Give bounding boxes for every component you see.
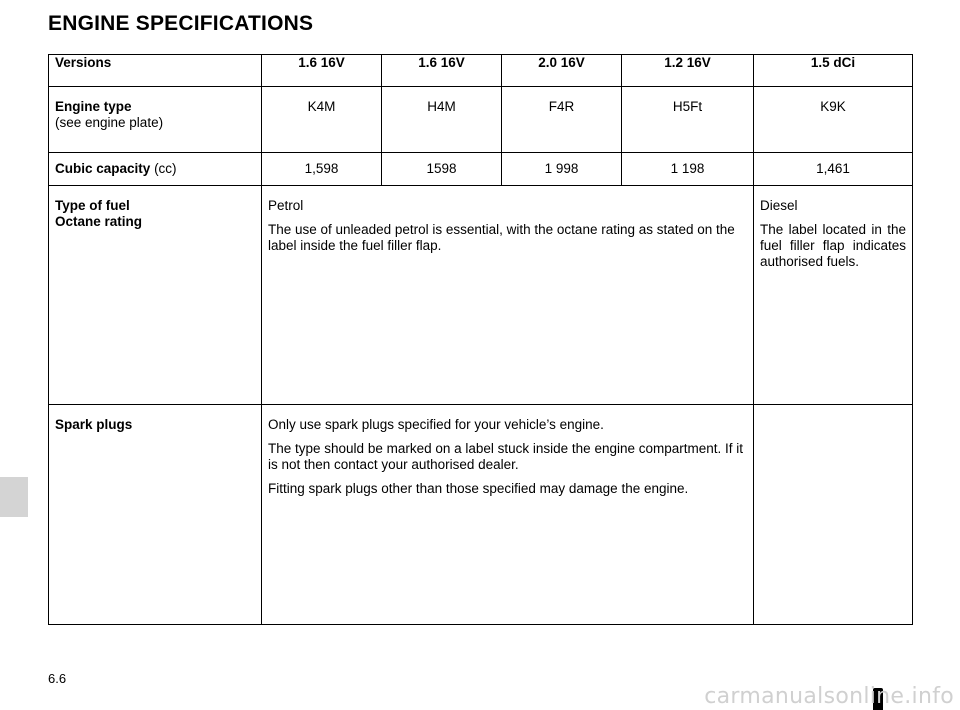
watermark-text: carmanualsonline.info xyxy=(704,684,954,709)
spark-plugs-row xyxy=(49,405,913,625)
cubic-capacity-value-2: 1598 xyxy=(382,153,502,186)
engine-type-sublabel: (see engine plate) xyxy=(55,115,164,130)
diesel-cell xyxy=(754,186,913,405)
page-number: 6.6 xyxy=(48,671,67,686)
versions-label: Versions xyxy=(49,55,262,87)
cubic-capacity-value-4: 1 198 xyxy=(622,153,754,186)
engine-type-value-4: H5Ft xyxy=(622,87,754,153)
engine-type-value-5: K9K xyxy=(754,87,913,153)
petrol-title: Petrol xyxy=(268,198,304,213)
chapter-tab-marker xyxy=(0,477,28,517)
fuel-type-label: Type of fuel xyxy=(55,198,130,213)
petrol-cell xyxy=(262,186,754,405)
engine-specifications-table xyxy=(48,54,913,625)
diesel-text: The label located in the fuel filler flap indicates authorised fuels. xyxy=(760,222,906,269)
cubic-capacity-unit: (cc) xyxy=(154,161,177,176)
spark-plugs-para-2: The type should be marked on a label stuck inside the engine compartment. If it is not then contact your authorised dealer. xyxy=(268,441,744,472)
cubic-capacity-value-3: 1 998 xyxy=(502,153,622,186)
versions-row xyxy=(49,55,913,87)
engine-type-label: Engine type xyxy=(55,99,132,114)
spark-plugs-para-1: Only use spark plugs specified for your vehicle’s engine. xyxy=(268,417,604,432)
version-col-2: 1.6 16V xyxy=(382,55,502,87)
page-title: ENGINE SPECIFICATIONS xyxy=(48,12,314,35)
engine-type-value-1: K4M xyxy=(262,87,382,153)
engine-type-row xyxy=(49,87,913,153)
cubic-capacity-row xyxy=(49,153,913,186)
petrol-text: The use of unleaded petrol is essential, with the octane rating as stated on the label inside the fuel filler flap. xyxy=(268,222,735,253)
engine-type-label-cell xyxy=(49,87,262,153)
diesel-title: Diesel xyxy=(760,198,798,213)
version-col-3: 2.0 16V xyxy=(502,55,622,87)
cubic-capacity-label-cell xyxy=(49,153,262,186)
spark-plugs-diesel-cell xyxy=(754,405,913,625)
version-col-5: 1.5 dCi xyxy=(754,55,913,87)
engine-type-value-2: H4M xyxy=(382,87,502,153)
cubic-capacity-value-5: 1,461 xyxy=(754,153,913,186)
spark-plugs-text-cell xyxy=(262,405,754,625)
cubic-capacity-label: Cubic capacity xyxy=(55,161,151,176)
cubic-capacity-value-1: 1,598 xyxy=(262,153,382,186)
engine-type-value-3: F4R xyxy=(502,87,622,153)
spark-plugs-label: Spark plugs xyxy=(55,417,133,432)
version-col-1: 1.6 16V xyxy=(262,55,382,87)
spark-plugs-label-cell xyxy=(49,405,262,625)
octane-rating-label: Octane rating xyxy=(55,214,143,229)
fuel-row xyxy=(49,186,913,405)
fuel-label-cell xyxy=(49,186,262,405)
spark-plugs-para-3: Fitting spark plugs other than those specified may damage the engine. xyxy=(268,481,689,496)
version-col-4: 1.2 16V xyxy=(622,55,754,87)
